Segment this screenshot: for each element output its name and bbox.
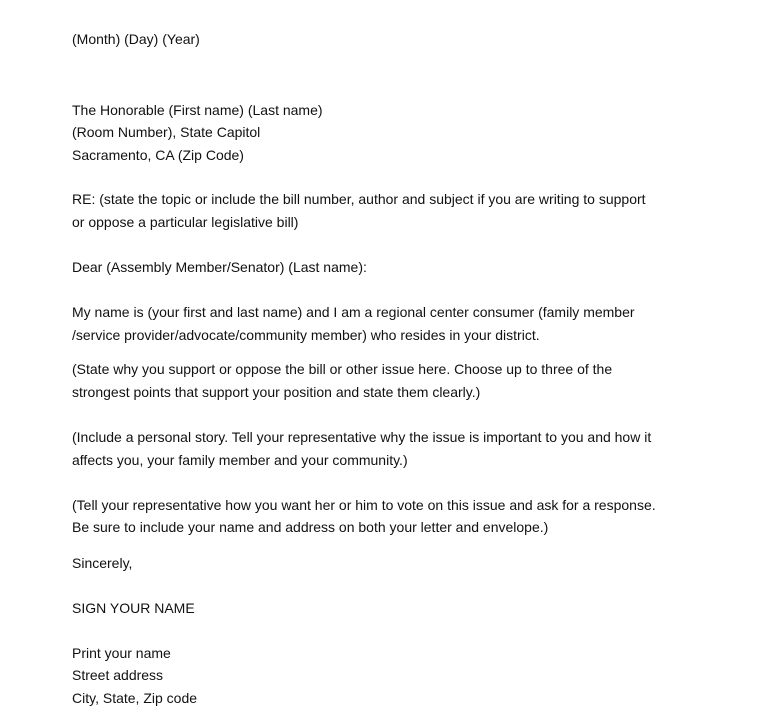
salutation: Dear (Assembly Member/Senator) (Last name): xyxy=(72,259,367,275)
intro-line-1: My name is (your first and last name) and I am a regional center consumer (family member xyxy=(72,304,635,320)
signature-placeholder: SIGN YOUR NAME xyxy=(72,600,195,616)
request-line-2: Be sure to include your name and address on both your letter and envelope.) xyxy=(72,519,549,535)
re-line-1: RE: (state the topic or include the bill number, author and subject if you are writing to support xyxy=(72,191,646,207)
sender-name-line: Print your name xyxy=(72,645,171,661)
position-line-1: (State why you support or oppose the bill or other issue here. Choose up to three of the xyxy=(72,361,613,377)
position-line-2: strongest points that support your position and state them clearly.) xyxy=(72,384,481,400)
sender-street-line: Street address xyxy=(72,667,164,683)
closing: Sincerely, xyxy=(72,555,133,571)
letter-date: (Month) (Day) (Year) xyxy=(72,31,200,47)
story-line-1: (Include a personal story. Tell your representative why the issue is important to you and how it xyxy=(72,429,652,445)
recipient-name-line: The Honorable (First name) (Last name) xyxy=(72,102,323,118)
story-line-2: affects you, your family member and your community.) xyxy=(72,452,408,468)
request-line-1: (Tell your representative how you want her or him to vote on this issue and ask for a response. xyxy=(72,497,656,513)
sender-city-line: City, State, Zip code xyxy=(72,690,198,706)
recipient-city-line: Sacramento, CA (Zip Code) xyxy=(72,147,244,163)
recipient-office-line: (Room Number), State Capitol xyxy=(72,124,261,140)
intro-line-2: /service provider/advocate/community member) who resides in your district. xyxy=(72,327,540,343)
re-line-2: or oppose a particular legislative bill) xyxy=(72,214,299,230)
